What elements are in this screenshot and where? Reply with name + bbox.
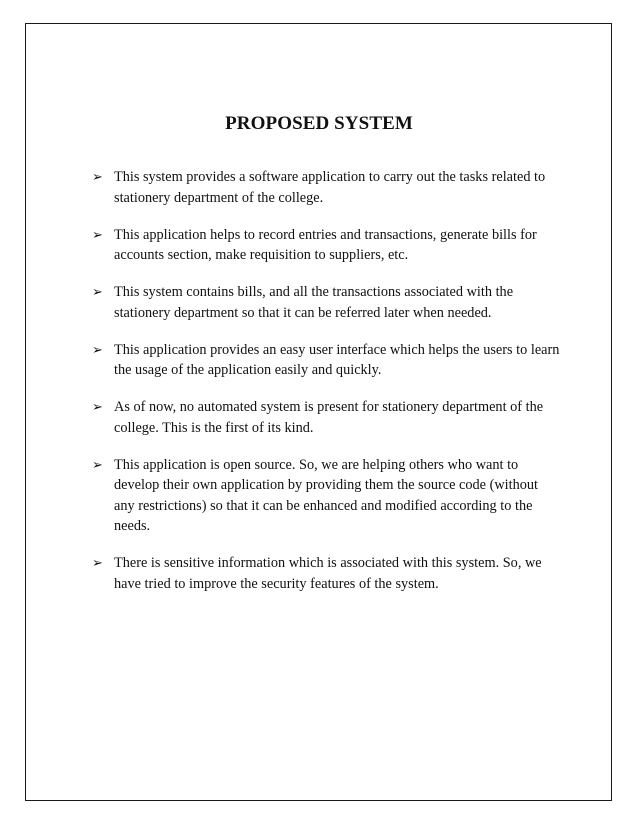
arrow-bullet-icon: ➢: [92, 169, 103, 184]
list-item: [92, 340, 562, 381]
list-item-text: This system contains bills, and all the transactions associated with the stationery department so that it can be referred later when needed.: [114, 284, 514, 321]
list-item-text: This application provides an easy user interface which helps the users to learn the usage of the application easily and quickly.: [114, 341, 560, 378]
list-item-text: There is sensitive information which is associated with this system. So, we have tried to improve the security features of the system.: [114, 555, 542, 592]
arrow-bullet-icon: ➢: [92, 284, 103, 299]
arrow-bullet-icon: ➢: [92, 555, 103, 570]
page-title: PROPOSED SYSTEM: [225, 113, 413, 134]
bullet-list: [92, 167, 562, 611]
list-item: [92, 225, 562, 266]
list-item: [92, 282, 562, 323]
list-item-text: As of now, no automated system is present for stationery department of the college. This is the first of its kind.: [114, 399, 544, 436]
arrow-bullet-icon: ➢: [92, 226, 103, 242]
list-item-text: This application helps to record entries and transactions, generate bills for accounts section, make requisition to suppliers, etc.: [114, 226, 537, 263]
arrow-bullet-icon: ➢: [92, 399, 103, 414]
list-item-text: This system provides a software application to carry out the tasks related to stationery department of the college.: [114, 169, 546, 206]
arrow-bullet-icon: ➢: [92, 456, 103, 472]
arrow-bullet-icon: ➢: [92, 341, 103, 357]
list-item: [92, 553, 562, 594]
list-item-text: This application is open source. So, we are helping others who want to develop their own application by providing them the source code (without any restrictions) so that it can be enhanced and modified according to the needs.: [114, 456, 539, 534]
list-item: [92, 397, 562, 438]
list-item: [92, 167, 562, 208]
list-item: [92, 455, 562, 537]
